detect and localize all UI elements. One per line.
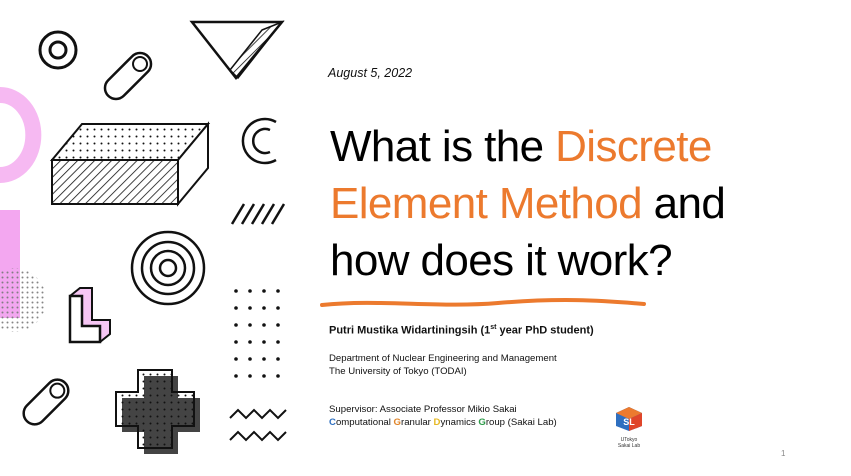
logo-label-sakai-lab: Sakai Lab xyxy=(617,443,641,449)
sakai-lab-logo-icon xyxy=(614,406,644,432)
pink-arc-shape xyxy=(0,95,33,175)
group-word-3: ynamics xyxy=(440,417,479,428)
title-accent-element-method: Element Method xyxy=(330,179,642,228)
page-number: 1 xyxy=(781,449,786,458)
supervisor-block xyxy=(329,403,557,429)
target-circles xyxy=(132,232,204,304)
slash-lines-decoration xyxy=(232,204,284,224)
ring-icon xyxy=(40,32,76,68)
supervisor-line: Supervisor: Associate Professor Mikio Sakai xyxy=(329,404,517,415)
author-ordinal: st xyxy=(490,324,497,331)
presentation-date: August 5, 2022 xyxy=(328,66,413,80)
group-initial-g: G xyxy=(393,417,402,428)
department-name: Department of Nuclear Engineering and Management xyxy=(329,353,557,364)
triangle-shape xyxy=(192,22,282,78)
university-name: The University of Tokyo (TODAI) xyxy=(329,365,467,377)
dotted-box-shape xyxy=(52,124,208,204)
group-initial-c: C xyxy=(329,417,336,428)
author-role: year PhD student) xyxy=(496,324,594,337)
group-word-1: omputational xyxy=(335,417,394,428)
logo-label-utokyo: UTokyo xyxy=(620,437,638,443)
l-block-shape xyxy=(70,288,110,342)
affiliation xyxy=(329,353,557,378)
zigzag-lines-decoration xyxy=(230,410,286,440)
group-initial-d: D xyxy=(433,417,441,428)
capsule-shape-bottom xyxy=(19,375,73,429)
title-text-part3: how does it work? xyxy=(330,236,672,285)
open-ring-icon xyxy=(243,119,276,163)
orange-brush-underline xyxy=(318,296,648,312)
title-text-part2: and xyxy=(642,179,726,228)
dot-grid-decoration xyxy=(234,289,280,378)
title-text-part1: What is the xyxy=(330,122,556,171)
title-accent-discrete: Discrete xyxy=(555,122,712,171)
group-initial-g2: G xyxy=(478,417,486,428)
capsule-shape-top xyxy=(100,48,155,103)
slide-title xyxy=(330,118,810,289)
group-word-2: ranular xyxy=(401,417,434,428)
decorative-geometric-art xyxy=(0,0,300,476)
logo-letters: SL xyxy=(623,417,635,427)
author-line xyxy=(329,324,594,337)
group-name xyxy=(329,416,557,429)
gray-dotted-circle xyxy=(0,268,46,332)
sakai-lab-logo xyxy=(612,406,646,449)
dotted-cross-shape xyxy=(116,370,200,454)
author-name: Putri Mustika Widartiningsih (1 xyxy=(329,324,491,337)
group-word-4: roup (Sakai Lab) xyxy=(485,417,557,428)
